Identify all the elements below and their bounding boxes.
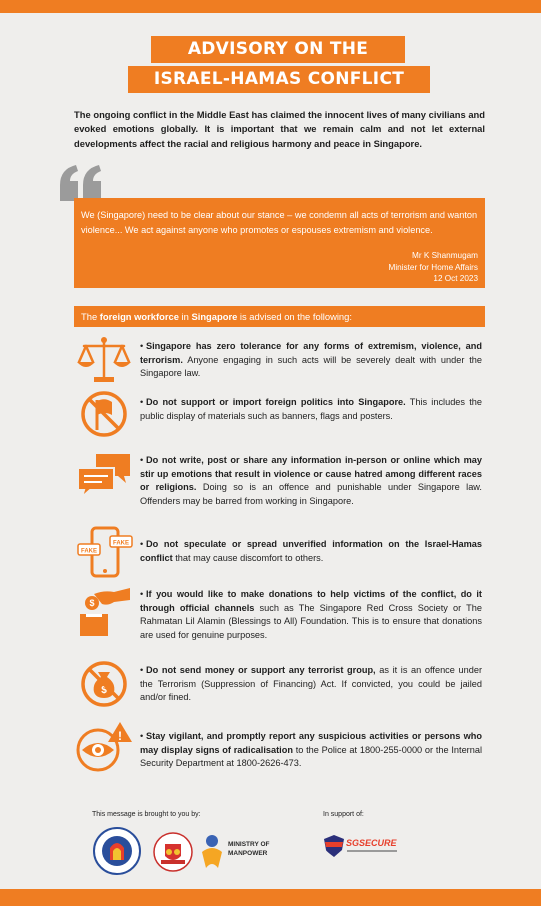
internal-security-department-crest (151, 830, 195, 874)
advisory-item-3-text: • Do not write, post or share any information in-person or online which may stir up emotions that result in violence or cause hatred among different races or religions. Doing so is an offence and punishable under Singapore law. Offenders may be barred from working in Singapore. (140, 455, 482, 506)
no-flag-icon (74, 388, 134, 440)
mha-logo (92, 826, 142, 876)
section-heading-mid: in (178, 311, 192, 322)
title-line-1: ADVISORY ON THE (151, 36, 405, 63)
scales-of-justice-icon (74, 334, 134, 386)
quote-attribution (389, 250, 478, 285)
section-heading-post: is advised on the following: (237, 311, 352, 322)
in-support-label: In support of: (323, 811, 364, 818)
svg-text:!: ! (118, 729, 122, 743)
advisory-item-4-rest: that may cause discomfort to others. (172, 552, 324, 563)
advisory-item-6-text: • Do not send money or support any terrorist group, as it is an offence under the Terrorism (Suppression of Financing) Act. If convicted, you could be jailed and/or fined. (140, 665, 483, 703)
advisory-item-6-bold: Do not send money or support any terrorist group, (146, 665, 376, 675)
minister-quote (74, 198, 485, 288)
sgsecure-wordmark: SGSECURE (346, 838, 397, 848)
advisory-item-1-rest: Anyone engaging in such acts will be severely dealt with under the Singapore law. (140, 354, 482, 379)
top-accent-bar (0, 0, 541, 13)
advisory-item-1-bold: Singapore has zero tolerance for any forms of extremism, violence, and terrorism. (140, 341, 482, 365)
advisory-item-2-text: • Do not support or import foreign politics into Singapore. This includes the public display of materials such as banners, flags and posters. (140, 397, 482, 421)
advisory-item-2-rest: This includes the public display of materials such as banners, flags and posters. (140, 397, 482, 421)
mom-logo-icon (200, 834, 224, 870)
advisory-item-6-rest: as it is an offence under the Terrorism (Suppression of Financing) Act. If convicted, you could be jailed and/or fined. (140, 665, 483, 703)
chat-bubbles-icon (74, 450, 134, 502)
advisory-item-3-bold: Do not write, post or share any information in-person or online which may stir up emotions that result in violence or cause hatred among different races or religions. (140, 455, 482, 493)
advisory-item-1-text: • Singapore has zero tolerance for any forms of extremism, violence, and terrorism. Anyone engaging in such acts will be severely dealt with under the Singapore law. (140, 341, 482, 379)
sgsecure-shield-icon (323, 834, 345, 858)
svg-text:FAKE: FAKE (112, 540, 130, 547)
advisory-item-4-text: • Do not speculate or spread unverified information on the Israel-Hamas conflict that may cause discomfort to others. (140, 539, 482, 563)
advisory-item-7-text: • Stay vigilant, and promptly report any suspicious activities or persons who may display signs of radicalisation to the Police at 1800-255-0000 or the Internal Security Department at 1800-2626-473. (140, 731, 482, 769)
mom-line-1: MINISTRY OF (228, 841, 270, 848)
svg-text:$: $ (89, 598, 95, 608)
quote-role: Minister for Home Affairs (388, 262, 478, 272)
advisory-item-3-rest: Doing so is an offence and punishable under Singapore law. Offenders may be barred from working in Singapore. (140, 482, 482, 506)
advisory-item-5-text: • If you would like to make donations to help victims of the conflict, do it through official channels such as The Singapore Red Cross Society or The Rahmatan Lil Alamin (Blessings to All) Foundation. This is to ensure that donations are used for genuine purposes. (140, 589, 482, 640)
advisory-item-7-rest: to the Police at 1800-255-0000 or the Internal Security Department at 1800-2626-473. (140, 744, 482, 769)
donation-hand-icon (74, 584, 134, 640)
section-heading-workforce: foreign workforce (99, 311, 179, 322)
section-heading-singapore: Singapore (191, 311, 238, 322)
section-heading (74, 306, 485, 327)
intro-paragraph: The ongoing conflict in the Middle East has claimed the innocent lives of many civilians and evoked emotions globally. It is important that we remain calm and not let external developments affect the racial and religious harmony and peace in Singapore. (74, 109, 485, 149)
eye-alert-icon (74, 720, 134, 774)
quote-name: Mr K Shanmugam (412, 251, 478, 260)
bottom-accent-bar (0, 889, 541, 906)
no-money-bag-icon (74, 658, 134, 710)
advisory-item-7-bold: Stay vigilant, and promptly report any suspicious activities or persons who may display signs of radicalisation (140, 731, 482, 755)
title-line-2: ISRAEL-HAMAS CONFLICT (128, 66, 430, 93)
section-heading-pre: The (81, 311, 100, 322)
sgsecure-tagline-line (347, 850, 397, 852)
advisory-item-2-bold: Do not support or import foreign politics into Singapore. (146, 397, 406, 407)
quote-date: 12 Oct 2023 (433, 274, 478, 283)
mom-line-2: MANPOWER (228, 850, 268, 857)
advisory-item-5-bold: If you would like to make donations to help victims of the conflict, do it through official channels (140, 589, 482, 613)
advisory-item-5-rest: such as The Singapore Red Cross Society or The Rahmatan Lil Alamin (Blessings to All) Foundation. This is to ensure that donations are used for genuine purposes. (140, 602, 482, 640)
brought-by-label: This message is brought to you by: (92, 811, 201, 818)
mom-logo-text (228, 840, 270, 858)
quote-text: We (Singapore) need to be clear about our stance – we condemn all acts of terrorism and wanton violence... We act against anyone who promotes or espouses extremism and violence. (81, 210, 478, 235)
svg-text:FAKE: FAKE (80, 548, 98, 555)
advisory-item-4-bold: Do not speculate or spread unverified information on the Israel-Hamas conflict (140, 539, 482, 563)
quote-mark-icon (58, 163, 104, 203)
fake-news-phone-icon (74, 526, 134, 580)
svg-text:$: $ (101, 685, 107, 696)
